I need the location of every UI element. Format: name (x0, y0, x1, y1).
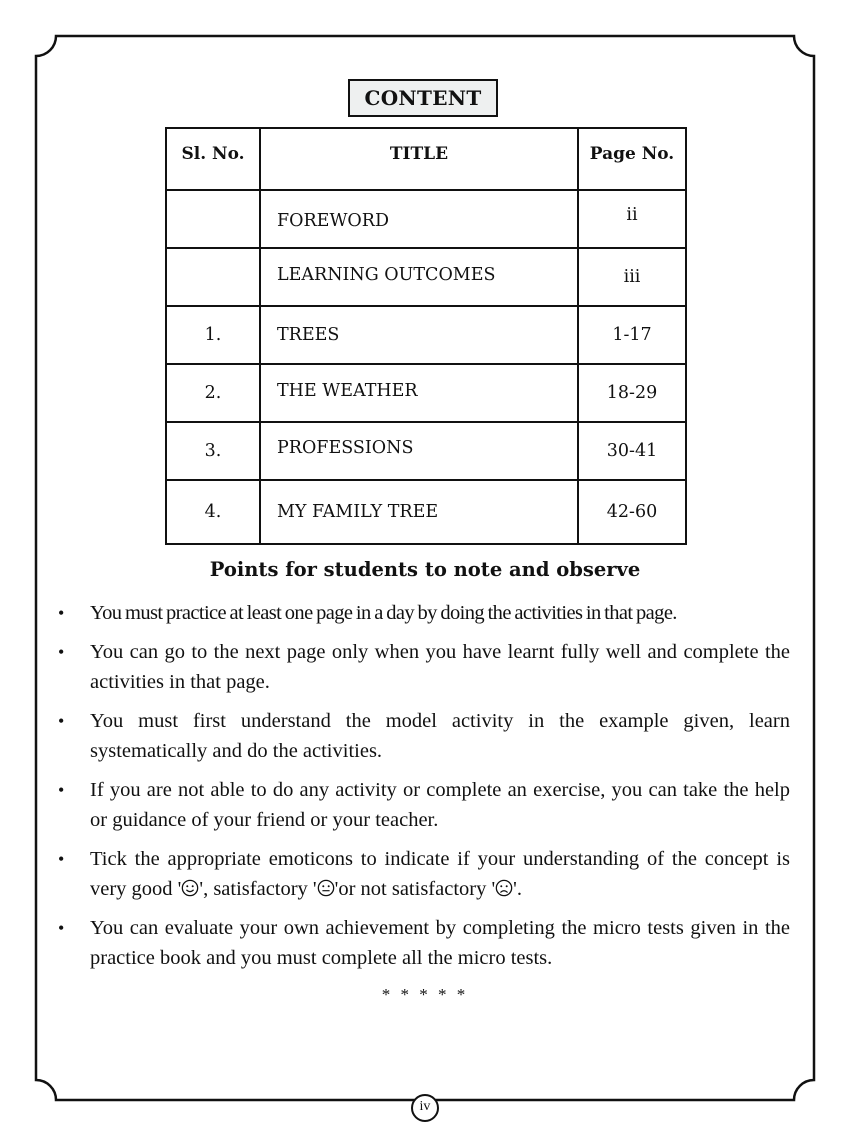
list-item (58, 775, 790, 835)
table-header-row (166, 128, 686, 190)
row-page-no: 30-41 (578, 422, 686, 480)
bullet-icon: • (58, 642, 65, 662)
row-title: TREES (260, 306, 578, 364)
bullet-icon: • (58, 849, 65, 869)
row-sl-no: 3. (166, 422, 260, 480)
table-row (166, 248, 686, 306)
note-text-part: '. (513, 878, 522, 900)
list-item (58, 706, 790, 766)
content-heading (348, 79, 498, 117)
table-of-contents (165, 127, 687, 545)
row-page-no: ii (578, 190, 686, 248)
list-item (58, 913, 790, 973)
page-number-badge (411, 1094, 439, 1122)
row-page-no: 18-29 (578, 364, 686, 422)
table-row (166, 306, 686, 364)
row-title: FOREWORD (260, 190, 578, 248)
notes-list (58, 598, 790, 982)
sad-face-icon (495, 879, 513, 897)
row-title: PROFESSIONS (260, 422, 578, 480)
row-page-no: iii (578, 248, 686, 306)
note-text: You must first understand the model activity in the example given, learn systematically and do the activities. (90, 710, 790, 762)
header-page-no: Page No. (578, 128, 686, 190)
table-row (166, 190, 686, 248)
row-page-no: 1-17 (578, 306, 686, 364)
header-sl-no: Sl. No. (166, 128, 260, 190)
smiley-face-icon (181, 879, 199, 897)
header-title: TITLE (260, 128, 578, 190)
list-item (58, 637, 790, 697)
row-title: LEARNING OUTCOMES (260, 248, 578, 306)
bullet-icon: • (58, 711, 65, 731)
row-sl-no (166, 248, 260, 306)
list-item (58, 598, 790, 628)
row-sl-no: 4. (166, 480, 260, 544)
row-title: MY FAMILY TREE (260, 480, 578, 544)
note-text-part: 'or not satisfactory ' (334, 878, 496, 900)
notes-heading: Points for students to note and observe (209, 558, 641, 581)
row-page-no: 42-60 (578, 480, 686, 544)
row-sl-no: 1. (166, 306, 260, 364)
content-heading-text: CONTENT (364, 86, 482, 110)
table-row (166, 422, 686, 480)
note-text: You can evaluate your own achievement by completing the micro tests given in the practice book and you must complete all the micro tests. (90, 917, 790, 969)
table-row (166, 364, 686, 422)
note-text-part: ', satisfactory ' (199, 878, 317, 900)
note-text: You can go to the next page only when you have learnt fully well and complete the activities in that page. (90, 641, 790, 693)
list-item (58, 844, 790, 904)
page-number-text: iv (419, 1099, 431, 1114)
end-marker: * * * * * (381, 985, 469, 1004)
note-text: You must practice at least one page in a day by doing the activities in that page. (90, 602, 677, 624)
row-title: THE WEATHER (260, 364, 578, 422)
table-row (166, 480, 686, 544)
bullet-icon: • (58, 603, 64, 623)
row-sl-no (166, 190, 260, 248)
note-text: If you are not able to do any activity or complete an exercise, you can take the help or guidance of your friend or your teacher. (90, 779, 790, 831)
bullet-icon: • (58, 918, 65, 938)
neutral-face-icon (317, 879, 335, 897)
row-sl-no: 2. (166, 364, 260, 422)
bullet-icon: • (58, 780, 65, 800)
note-text-part: Tick the appropriate emoticons to indicate if your understanding of the concept is very good ' (90, 848, 790, 900)
